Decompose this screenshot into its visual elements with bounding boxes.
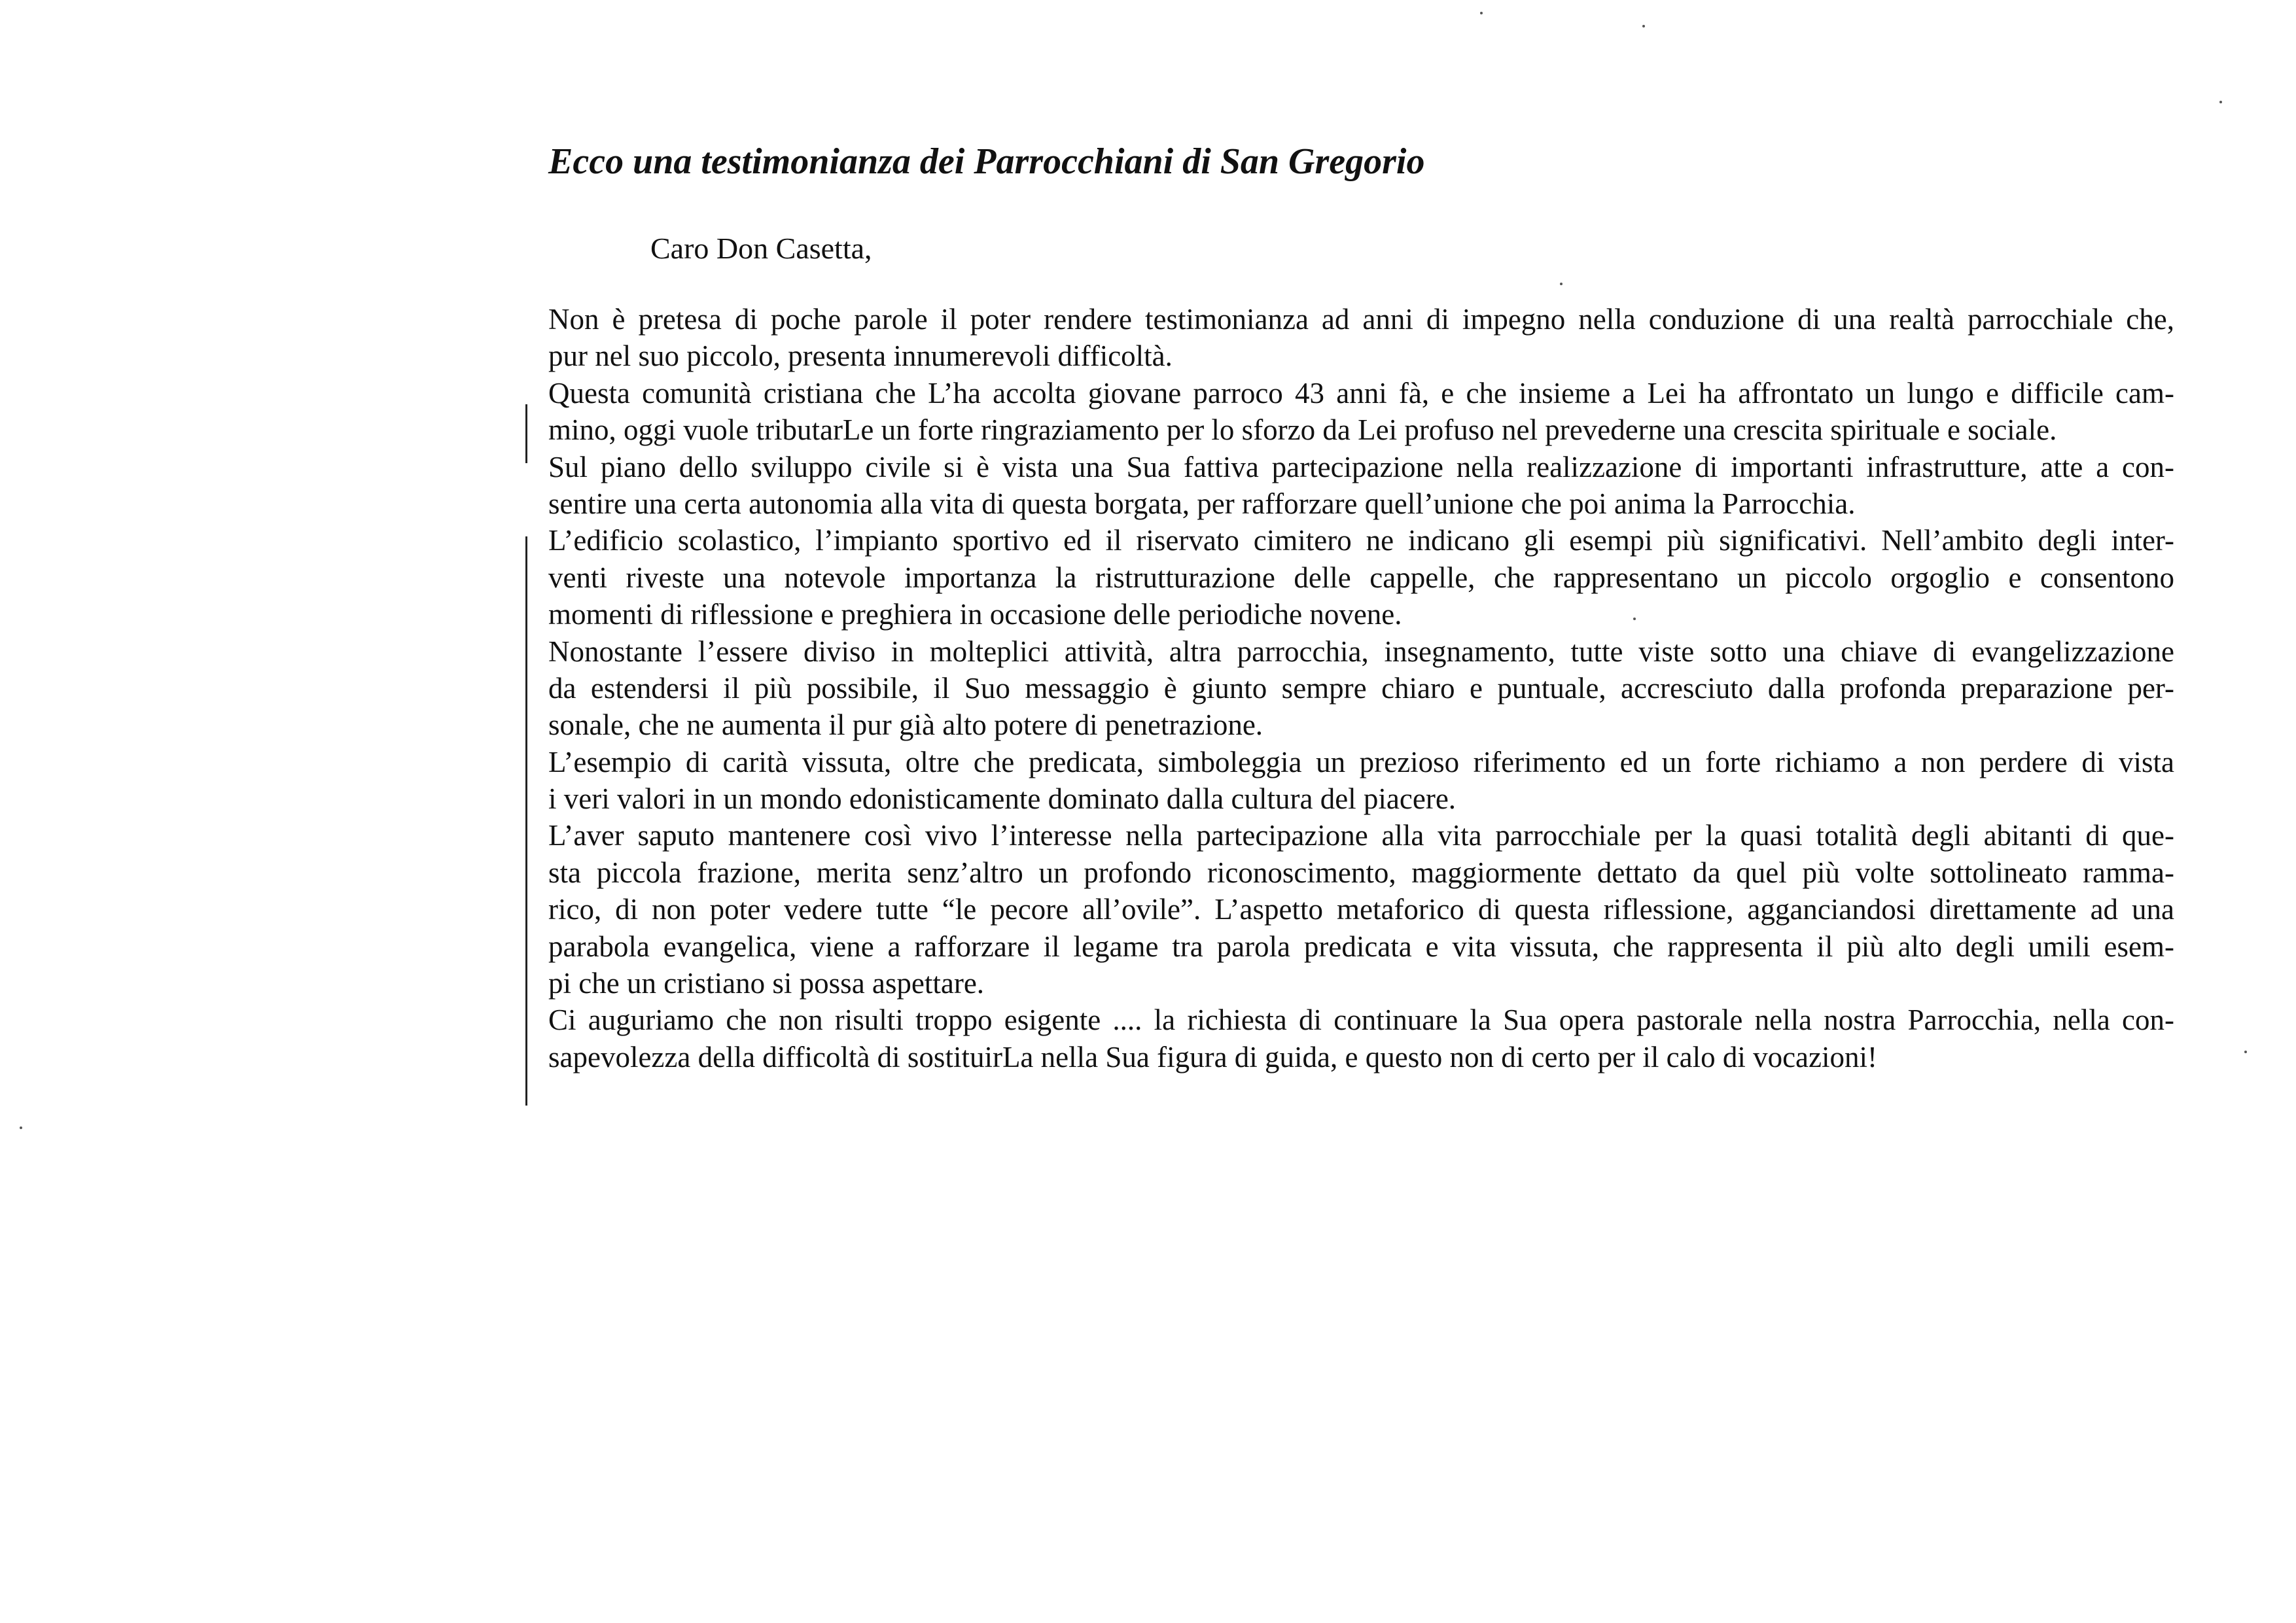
body-line: Questa comunità cristiana che L’ha accolta giovane parroco 43 anni fà, e che insieme a Lei ha affrontato un lungo e difficile cam- — [548, 376, 2174, 410]
body-line: sapevolezza della difficoltà di sostituirLa nella Sua figura di guida, e questo non di certo per il calo di vocazioni! — [548, 1040, 1877, 1073]
body-line: sonale, che ne aumenta il pur già alto potere di penetrazione. — [548, 708, 1263, 742]
body-line: venti riveste una notevole importanza la ristrutturazione delle cappelle, che rappresentano un piccolo orgoglio e consentono — [548, 561, 2174, 594]
body-line: rico, di non poter vedere tutte “le pecore all’ovile”. L’aspetto metaforico di questa riflessione, agganciandosi direttamente ad una — [548, 893, 2174, 926]
body-line: parabola evangelica, viene a rafforzare il legame tra parola predicata e vita vissuta, che rappresenta il più alto degli umili esem- — [548, 930, 2174, 963]
body-line: sta piccola frazione, merita senz’altro un profondo riconoscimento, maggiormente dettato da quel più volte sottolineato ramma- — [548, 856, 2174, 889]
body-line: da estendersi il più possibile, il Suo messaggio è giunto sempre chiaro e puntuale, accresciuto dalla profonda preparazione per- — [548, 671, 2174, 705]
scan-speck — [2219, 101, 2222, 103]
scan-speck — [2244, 1051, 2247, 1053]
scan-speck — [1560, 283, 1563, 285]
body-line: L’aver saputo mantenere così vivo l’interesse nella partecipazione alla vita parrocchiale per la quasi totalità degli abitanti di que- — [548, 819, 2174, 852]
body-line: pi che un cristiano si possa aspettare. — [548, 967, 985, 1000]
margin-rule-top — [525, 404, 527, 463]
letter-body — [548, 301, 2174, 1075]
body-line: L’edificio scolastico, l’impianto sportivo ed il riservato cimitero ne indicano gli esempi più significativi. Nell’ambito degli inter- — [548, 524, 2174, 557]
scan-speck — [1480, 12, 1483, 14]
body-line: Ci auguriamo che non risulti troppo esigente .... la richiesta di continuare la Sua opera pastorale nella nostra Parrocchia, nella con- — [548, 1003, 2174, 1037]
body-line: Non è pretesa di poche parole il poter rendere testimonianza ad anni di impegno nella conduzione di una realtà parrocchiale che, — [548, 303, 2174, 336]
body-line: Nonostante l’essere diviso in molteplici attività, altra parrocchia, insegnamento, tutte viste sotto una chiave di evangelizzazione — [548, 635, 2174, 668]
body-line: mino, oggi vuole tributarLe un forte ringraziamento per lo sforzo da Lei profuso nel prevederne una crescita spirituale e sociale. — [548, 413, 2057, 447]
scan-speck — [20, 1126, 22, 1129]
body-line: Sul piano dello sviluppo civile si è vista una Sua fattiva partecipazione nella realizzazione di importanti infrastrutture, atte a con- — [548, 450, 2174, 483]
body-line: L’esempio di carità vissuta, oltre che predicata, simboleggia un prezioso riferimento ed un forte richiamo a non perdere di vista — [548, 745, 2174, 778]
body-line: i veri valori in un mondo edonisticamente dominato dalla cultura del piacere. — [548, 782, 1457, 816]
body-line: pur nel suo piccolo, presenta innumerevoli difficoltà. — [548, 340, 1173, 373]
body-line: momenti di riflessione e preghiera in occasione delle periodiche novene. — [548, 598, 1402, 631]
body-line: sentire una certa autonomia alla vita di questa borgata, per rafforzare quell’unione che poi anima la Parrocchia. — [548, 487, 1856, 520]
margin-rule-main — [525, 536, 527, 1106]
document-title: Ecco una testimonianza dei Parrocchiani di San Gregorio — [548, 141, 1425, 182]
scan-speck — [1642, 25, 1645, 27]
salutation: Caro Don Casetta, — [650, 232, 872, 265]
